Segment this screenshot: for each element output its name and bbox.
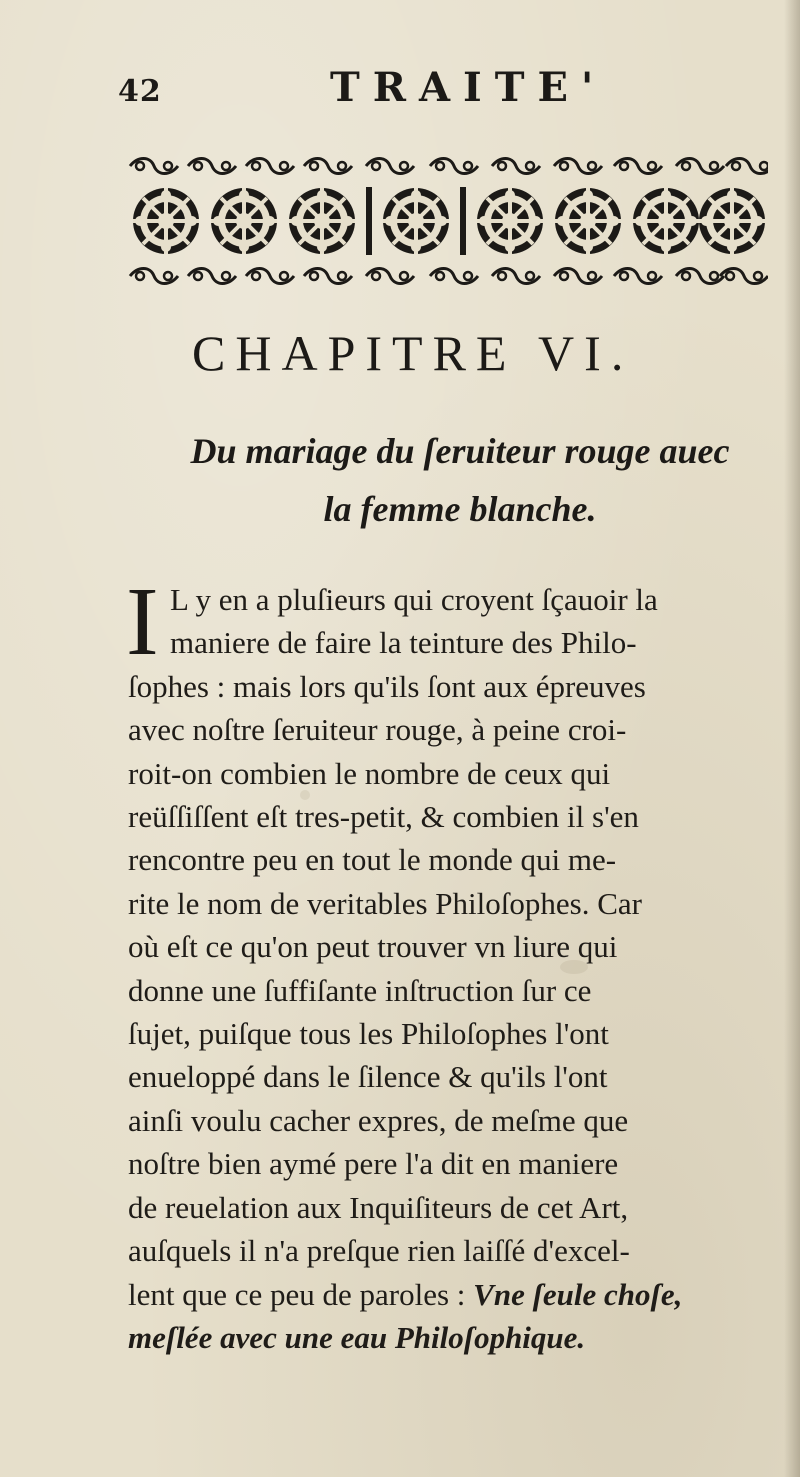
chapter-title: CHAPITRE VI. bbox=[192, 325, 634, 381]
text-line: rite le nom de veritables Philoſophes. Car bbox=[128, 885, 642, 921]
text-line: roit-on combien le nombre de ceux qui bbox=[128, 755, 611, 791]
text-line bbox=[128, 1273, 768, 1316]
text-segment: lent que ce peu de paroles : bbox=[128, 1276, 466, 1312]
text-line: rencontre peu en tout le monde qui me- bbox=[128, 842, 617, 878]
page-number: 42 bbox=[118, 74, 162, 109]
drop-cap: I bbox=[126, 568, 159, 676]
text-line: où eſt ce qu'on peut trouver vn liure qui bbox=[128, 929, 618, 965]
text-line: ainſi voulu cacher expres, de meſme que bbox=[128, 1102, 629, 1138]
chapter-subtitle-line: Du mariage du ſeruiteur rouge auec bbox=[190, 431, 730, 471]
text-line: auſquels il n'a preſque rien laiſſé d'excel- bbox=[128, 1233, 630, 1269]
ornament-illustration bbox=[128, 150, 768, 292]
text-line: de reuelation aux Inquiſiteurs de cet Art, bbox=[128, 1189, 629, 1225]
text-line: noſtre bien aymé pere l'a dit en maniere bbox=[128, 1146, 619, 1182]
running-title: TRAITE' bbox=[330, 64, 607, 111]
text-line: enueloppé dans le ſilence & qu'ils l'ont bbox=[128, 1059, 608, 1095]
body-paragraph bbox=[126, 568, 768, 1359]
chapter-subtitle-line: la femme blanche. bbox=[323, 489, 597, 529]
text-line: L y en a pluſieurs qui croyent ſçauoir la bbox=[170, 582, 658, 617]
ornamental-headpiece bbox=[128, 150, 768, 292]
text-line: ſophes : mais lors qu'ils ſont aux épreuves bbox=[128, 668, 646, 704]
page-edge-shadow bbox=[784, 0, 800, 1477]
text-line: avec noſtre ſeruiteur rouge, à peine croi- bbox=[128, 712, 627, 748]
text-line: ſujet, puiſque tous les Philoſophes l'ont bbox=[128, 1016, 609, 1052]
text-line: maniere de faire la teinture des Philo- bbox=[170, 625, 637, 661]
chapter-subtitle bbox=[150, 422, 770, 538]
text-line: donne une ſuffiſante inſtruction ſur ce bbox=[128, 972, 592, 1008]
italic-phrase: Vne ſeule choſe, bbox=[473, 1276, 683, 1312]
italic-line: meſlée avec une eau Philoſophique. bbox=[128, 1319, 586, 1355]
text-line: reüſſiſſent eſt tres-petit, & combien il s'en bbox=[128, 799, 639, 835]
